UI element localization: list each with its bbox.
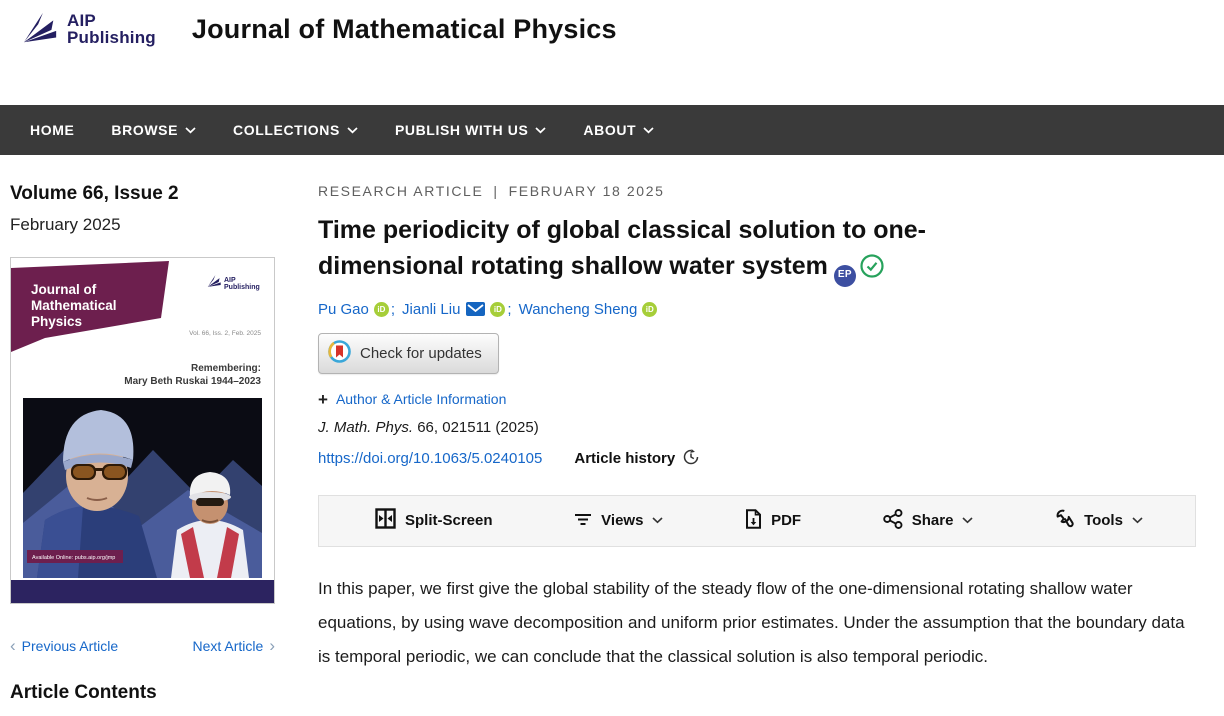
early-publication-badge[interactable]: EP: [834, 265, 856, 287]
author-info-row: [318, 391, 1196, 408]
article-date: FEBRUARY 18 2025: [508, 183, 665, 199]
pdf-file-icon: [745, 509, 762, 533]
email-icon[interactable]: [466, 302, 485, 316]
previous-article-link[interactable]: ‹ Previous Article: [10, 636, 119, 655]
svg-text:Available Online: pubs.aip.org: Available Online: pubs.aip.org/jmp: [32, 555, 116, 561]
chevron-down-icon: [1132, 517, 1143, 524]
tools-button[interactable]: Tools: [1055, 509, 1143, 533]
site-header: [0, 0, 1224, 105]
chevron-down-icon: [185, 127, 196, 134]
views-icon: [574, 512, 592, 530]
nav-collections[interactable]: COLLECTIONS: [233, 122, 358, 138]
eyebrow-separator: |: [493, 183, 499, 199]
aip-logo-icon: [22, 10, 60, 51]
author-link-wancheng-sheng[interactable]: Wancheng Sheng: [518, 300, 638, 318]
article-type: RESEARCH ARTICLE: [318, 183, 484, 199]
abstract-text: In this paper, we first give the global stability of the steady flow of the one-dimensional rotating shallow water equations, by using wave decomposition and uniform prior estimates. Under the assumption that the boundary data is temporal periodic, we can conclude that the classical solution is also temporal periodic.: [318, 578, 1185, 666]
svg-text:Physics: Physics: [31, 314, 83, 329]
article-eyebrow: [318, 183, 1196, 199]
svg-text:Mary Beth Ruskai 1944–2023: Mary Beth Ruskai 1944–2023: [124, 376, 261, 387]
issue-date: February 2025: [10, 215, 121, 234]
chevron-down-icon: [535, 127, 546, 134]
author-link-jianli-liu[interactable]: Jianli Liu: [402, 300, 461, 318]
svg-text:AIP: AIP: [224, 277, 236, 284]
aip-publishing-logo[interactable]: [22, 10, 156, 51]
chevron-down-icon: [347, 127, 358, 134]
chevron-down-icon: [643, 127, 654, 134]
doi-link[interactable]: https://doi.org/10.1063/5.0240105: [318, 450, 543, 467]
svg-text:Publishing: Publishing: [224, 284, 260, 291]
author-separator: ;: [507, 300, 512, 318]
svg-text:Mathematical: Mathematical: [31, 298, 117, 313]
share-icon: [883, 509, 903, 533]
article-main: [318, 183, 1196, 704]
orcid-icon[interactable]: iD: [490, 302, 505, 317]
split-screen-button[interactable]: Split-Screen: [375, 508, 493, 533]
next-article-link[interactable]: Next Article ›: [192, 636, 275, 655]
citation-line: [318, 419, 1196, 436]
author-article-information-link[interactable]: Author & Article Information: [335, 391, 507, 407]
pdf-button[interactable]: PDF: [745, 509, 801, 533]
article-pager: [10, 637, 275, 654]
article-title: Time periodicity of global classical solution to one-dimensional rotating shallow water system EP: [318, 212, 1068, 289]
check-for-updates-button[interactable]: Check for updates: [318, 333, 499, 374]
history-clock-icon: [683, 449, 699, 469]
svg-text:Vol. 66, Iss. 2, Feb. 2025: Vol. 66, Iss. 2, Feb. 2025: [189, 330, 261, 337]
chevron-down-icon: [962, 517, 973, 524]
plus-icon: +: [318, 389, 328, 409]
crossmark-icon: [328, 340, 351, 367]
main-navbar: [0, 105, 1224, 155]
chevron-right-icon: ›: [269, 636, 275, 655]
citation-journal: J. Math. Phys.: [318, 418, 414, 436]
orcid-icon[interactable]: iD: [642, 302, 657, 317]
svg-text:Journal of: Journal of: [31, 282, 97, 297]
wrench-icon: [1055, 509, 1075, 533]
checkmark-badge[interactable]: [860, 252, 884, 288]
views-button[interactable]: Views: [574, 512, 663, 530]
author-link-pu-gao[interactable]: Pu Gao: [318, 300, 369, 318]
nav-publish-with-us[interactable]: PUBLISH WITH US: [395, 122, 546, 138]
article-history-toggle[interactable]: Article history: [574, 449, 699, 469]
aip-logo-text: AIP Publishing: [67, 11, 156, 47]
issue-sidebar: [10, 183, 275, 704]
journal-title: Journal of Mathematical Physics: [191, 14, 617, 44]
citation-detail: 66, 021511 (2025): [417, 418, 539, 436]
article-contents-heading: Article Contents: [10, 682, 157, 703]
author-list: [318, 301, 1196, 318]
chevron-left-icon: ‹: [10, 636, 16, 655]
nav-about[interactable]: ABOUT: [583, 122, 654, 138]
article-toolbar: [318, 495, 1196, 547]
doi-row: [318, 449, 1196, 469]
split-screen-icon: [375, 508, 396, 533]
svg-text:Remembering:: Remembering:: [190, 363, 261, 374]
orcid-icon[interactable]: iD: [374, 302, 389, 317]
nav-home[interactable]: HOME: [30, 122, 75, 138]
share-button[interactable]: Share: [883, 509, 974, 533]
journal-cover-image[interactable]: [10, 257, 275, 604]
chevron-down-icon: [652, 517, 663, 524]
nav-browse[interactable]: BROWSE: [111, 122, 196, 138]
author-separator: ;: [390, 300, 396, 318]
volume-issue-heading: Volume 66, Issue 2: [10, 183, 179, 204]
